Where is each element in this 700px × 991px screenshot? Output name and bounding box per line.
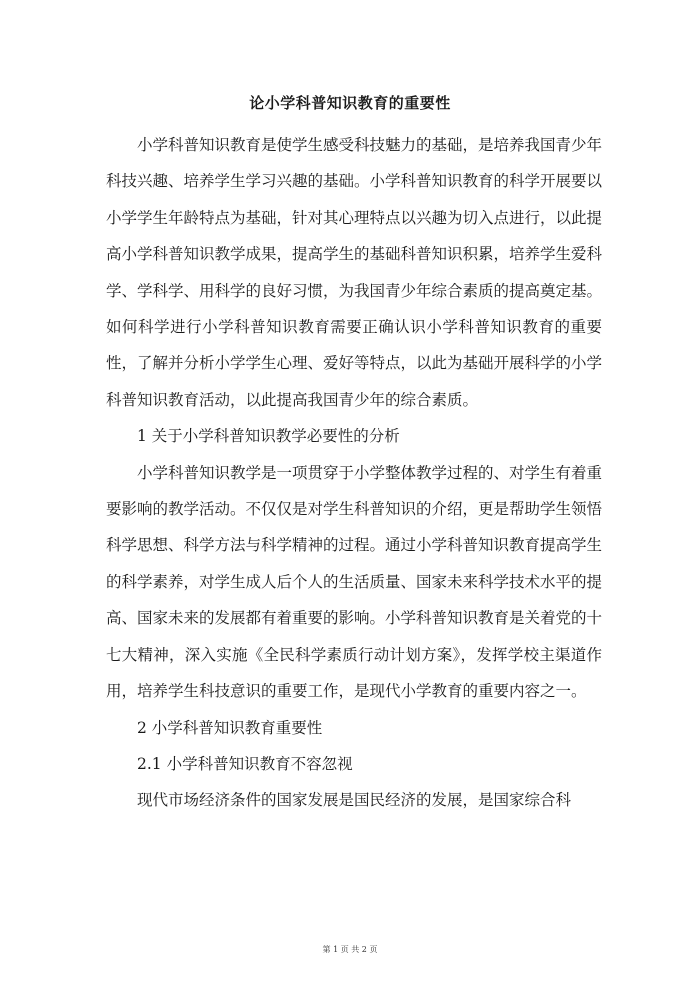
page-footer: 第 1 页 共 2 页 [322,945,378,954]
document-body [106,127,602,819]
paragraph-section-2-1: 现代市场经济条件的国家发展是国民经济的发展，是国家综合科 [137,791,572,810]
section-heading-2: 2 小学科普知识教育重要性 [137,718,323,737]
document-title: 论小学科普知识教育的重要性 [249,94,451,112]
paragraph-section-1: 小学科普知识教学是一项贯穿于小学整体教学过程的、对学生有着重要影响的教学活动。不仅仅是对学生科普知识的介绍，更是帮助学生领悟科学思想、科学方法与科学精神的过程。通过小学科普知识教育提高学生的科学素养，对学生成人后个人的生活质量、国家未来科学技术水平的提高、国家未来的发展都有着重要的影响。小学科普知识教育是关着党的十七大精神，深入实施《全民科学素质行动计划方案》，发挥学校主渠道作用，培养学生科技意识的重要工作，是现代小学教育的重要内容之一。 [106,463,603,701]
section-heading-1: 1 关于小学科普知识教学必要性的分析 [137,427,400,446]
paragraph-intro: 小学科普知识教育是使学生感受科技魅力的基础，是培养我国青少年科技兴趣、培养学生学习兴趣的基础。小学科普知识教育的科学开展要以小学学生年龄特点为基础，针对其心理特点以兴趣为切入点进行，以此提高小学科普知识教学成果，提高学生的基础科普知识积累，培养学生爱科学、学科学、用科学的良好习惯，为我国青少年综合素质的提高奠定基。如何科学进行小学科普知识教育需要正确认识小学科普知识教育的重要性，了解并分析小学学生心理、爱好等特点，以此为基础开展科学的小学科普知识教育活动，以此提高我国青少年的综合素质。 [106,136,603,409]
subsection-heading-2-1: 2.1 小学科普知识教育不容忽视 [137,754,353,773]
